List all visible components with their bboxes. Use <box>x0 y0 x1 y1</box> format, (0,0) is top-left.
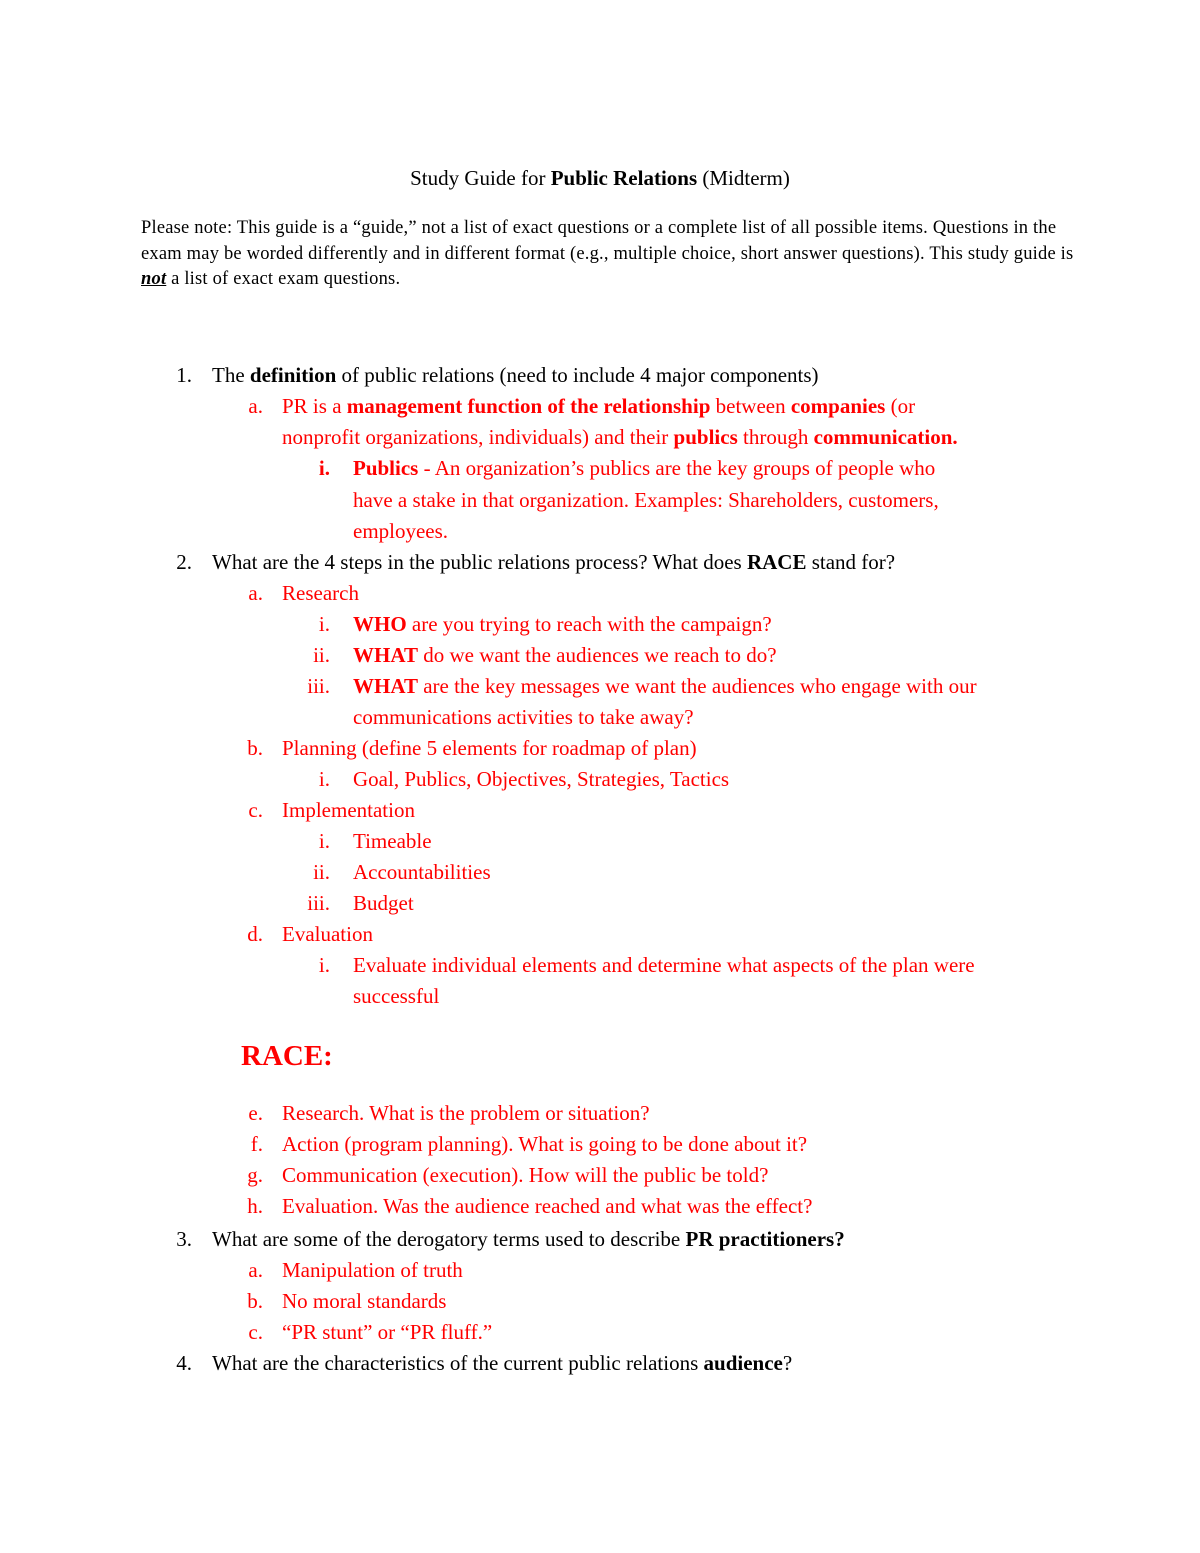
page-title <box>0 164 1200 192</box>
q1-text: The <box>212 363 250 387</box>
q1a-text: (or <box>885 394 916 418</box>
list-item-text: Communication (execution). How will the public be told? <box>282 1163 769 1187</box>
list-marker: a. <box>248 1258 263 1282</box>
list-marker: g. <box>247 1163 263 1187</box>
list-marker: f. <box>250 1132 263 1156</box>
note-text-end: a list of exact exam questions. <box>166 269 401 289</box>
q2-bold: RACE <box>746 550 807 574</box>
list-item-text: No moral standards <box>282 1289 447 1313</box>
dash: - <box>418 456 435 480</box>
q1a-text: between <box>710 394 791 418</box>
list-marker: i. <box>318 953 330 977</box>
list-item-text: do we want the audiences we reach to do? <box>417 643 777 667</box>
list-marker: ii. <box>313 643 330 667</box>
list-marker: iii. <box>307 674 330 698</box>
q4-text: What are the characteristics of the current public relations <box>212 1351 704 1375</box>
list-item-text: Evaluate individual elements and determine what aspects of the plan were <box>353 953 975 977</box>
list-marker: ii. <box>313 860 330 884</box>
q1a-bold: management function of the relationship <box>346 394 711 418</box>
list-marker: i. <box>318 829 330 853</box>
list-item-text: Action (program planning). What is going to be done about it? <box>282 1132 808 1156</box>
q1-text-end: of public relations (need to include 4 major components) <box>336 363 819 387</box>
list-marker: d. <box>247 922 263 946</box>
list-number: 3. <box>176 1227 192 1251</box>
note-text: Please note: This guide is a “guide,” not a list of exact questions or a complete list of all possible items. Questions in the exam may be worded differently and in different format (e.g., multiple choice, short answer questions). This study guide is <box>141 218 1074 264</box>
list-item-text: Accountabilities <box>353 860 491 884</box>
list-marker: a. <box>248 581 263 605</box>
q4-bold: audience <box>703 1351 783 1375</box>
list-item-text: Goal, Publics, Objectives, Strategies, Tactics <box>353 767 730 791</box>
list-number: 4. <box>176 1351 192 1375</box>
list-marker: iii. <box>307 891 330 915</box>
list-item-text: are you trying to reach with the campaign? <box>406 612 772 636</box>
publics-text: An organization’s publics are the key groups of people who <box>434 456 936 480</box>
list-number: 1. <box>176 363 192 387</box>
list-item-text: Evaluation. Was the audience reached and what was the effect? <box>282 1194 813 1218</box>
q1a-bold: companies <box>790 394 886 418</box>
title-text: Study Guide for <box>410 166 551 190</box>
title-suffix: (Midterm) <box>697 166 790 190</box>
publics-text: employees. <box>353 519 449 543</box>
q1a-text: through <box>737 425 814 449</box>
bold-word: WHAT <box>353 643 418 667</box>
q1a-text: nonprofit organizations, individuals) and their <box>282 425 674 449</box>
list-marker: i. <box>318 456 330 480</box>
list-item-text: Manipulation of truth <box>282 1258 463 1282</box>
q1a-bold: communication. <box>813 425 958 449</box>
list-item-text: Research. What is the problem or situation? <box>282 1101 650 1125</box>
list-marker: i. <box>318 612 330 636</box>
race-heading: RACE: <box>241 1040 333 1072</box>
q2-text: What are the 4 steps in the public relations process? What does <box>212 550 747 574</box>
list-item-text: Evaluation <box>282 922 373 946</box>
bold-word: WHAT <box>353 674 418 698</box>
list-item-text: successful <box>353 984 440 1008</box>
list-number: 2. <box>176 550 192 574</box>
q1a-bold: publics <box>673 425 738 449</box>
list-marker: a. <box>248 394 263 418</box>
q3-bold: PR practitioners? <box>685 1227 845 1251</box>
q3-text: What are some of the derogatory terms used to describe <box>212 1227 686 1251</box>
list-item-text: Budget <box>353 891 414 915</box>
publics-bold: Publics <box>353 456 419 480</box>
note-paragraph <box>141 216 1081 293</box>
list-item-text: Implementation <box>282 798 415 822</box>
list-marker: b. <box>247 736 263 760</box>
q1a-text: PR is a <box>282 394 347 418</box>
list-item-text: Research <box>282 581 359 605</box>
list-marker: c. <box>248 1320 263 1344</box>
list-item-text: are the key messages we want the audiences who engage with our <box>417 674 977 698</box>
note-emphasis: not <box>141 269 167 289</box>
list-item-text: communications activities to take away? <box>353 705 694 729</box>
list-marker: e. <box>248 1101 263 1125</box>
list-item-text: Planning (define 5 elements for roadmap of plan) <box>282 736 697 760</box>
publics-text: have a stake in that organization. Examples: Shareholders, customers, <box>353 488 939 512</box>
list-marker: h. <box>247 1194 263 1218</box>
title-bold: Public Relations <box>550 166 698 190</box>
list-marker: c. <box>248 798 263 822</box>
list-marker: b. <box>247 1289 263 1313</box>
q1-bold: definition <box>249 363 337 387</box>
list-marker: i. <box>318 767 330 791</box>
q4-text-end: ? <box>782 1351 793 1375</box>
q2-text-end: stand for? <box>806 550 896 574</box>
list-item-text: Timeable <box>353 829 432 853</box>
bold-word: WHO <box>353 612 407 636</box>
list-item-text: “PR stunt” or “PR fluff.” <box>282 1320 493 1344</box>
